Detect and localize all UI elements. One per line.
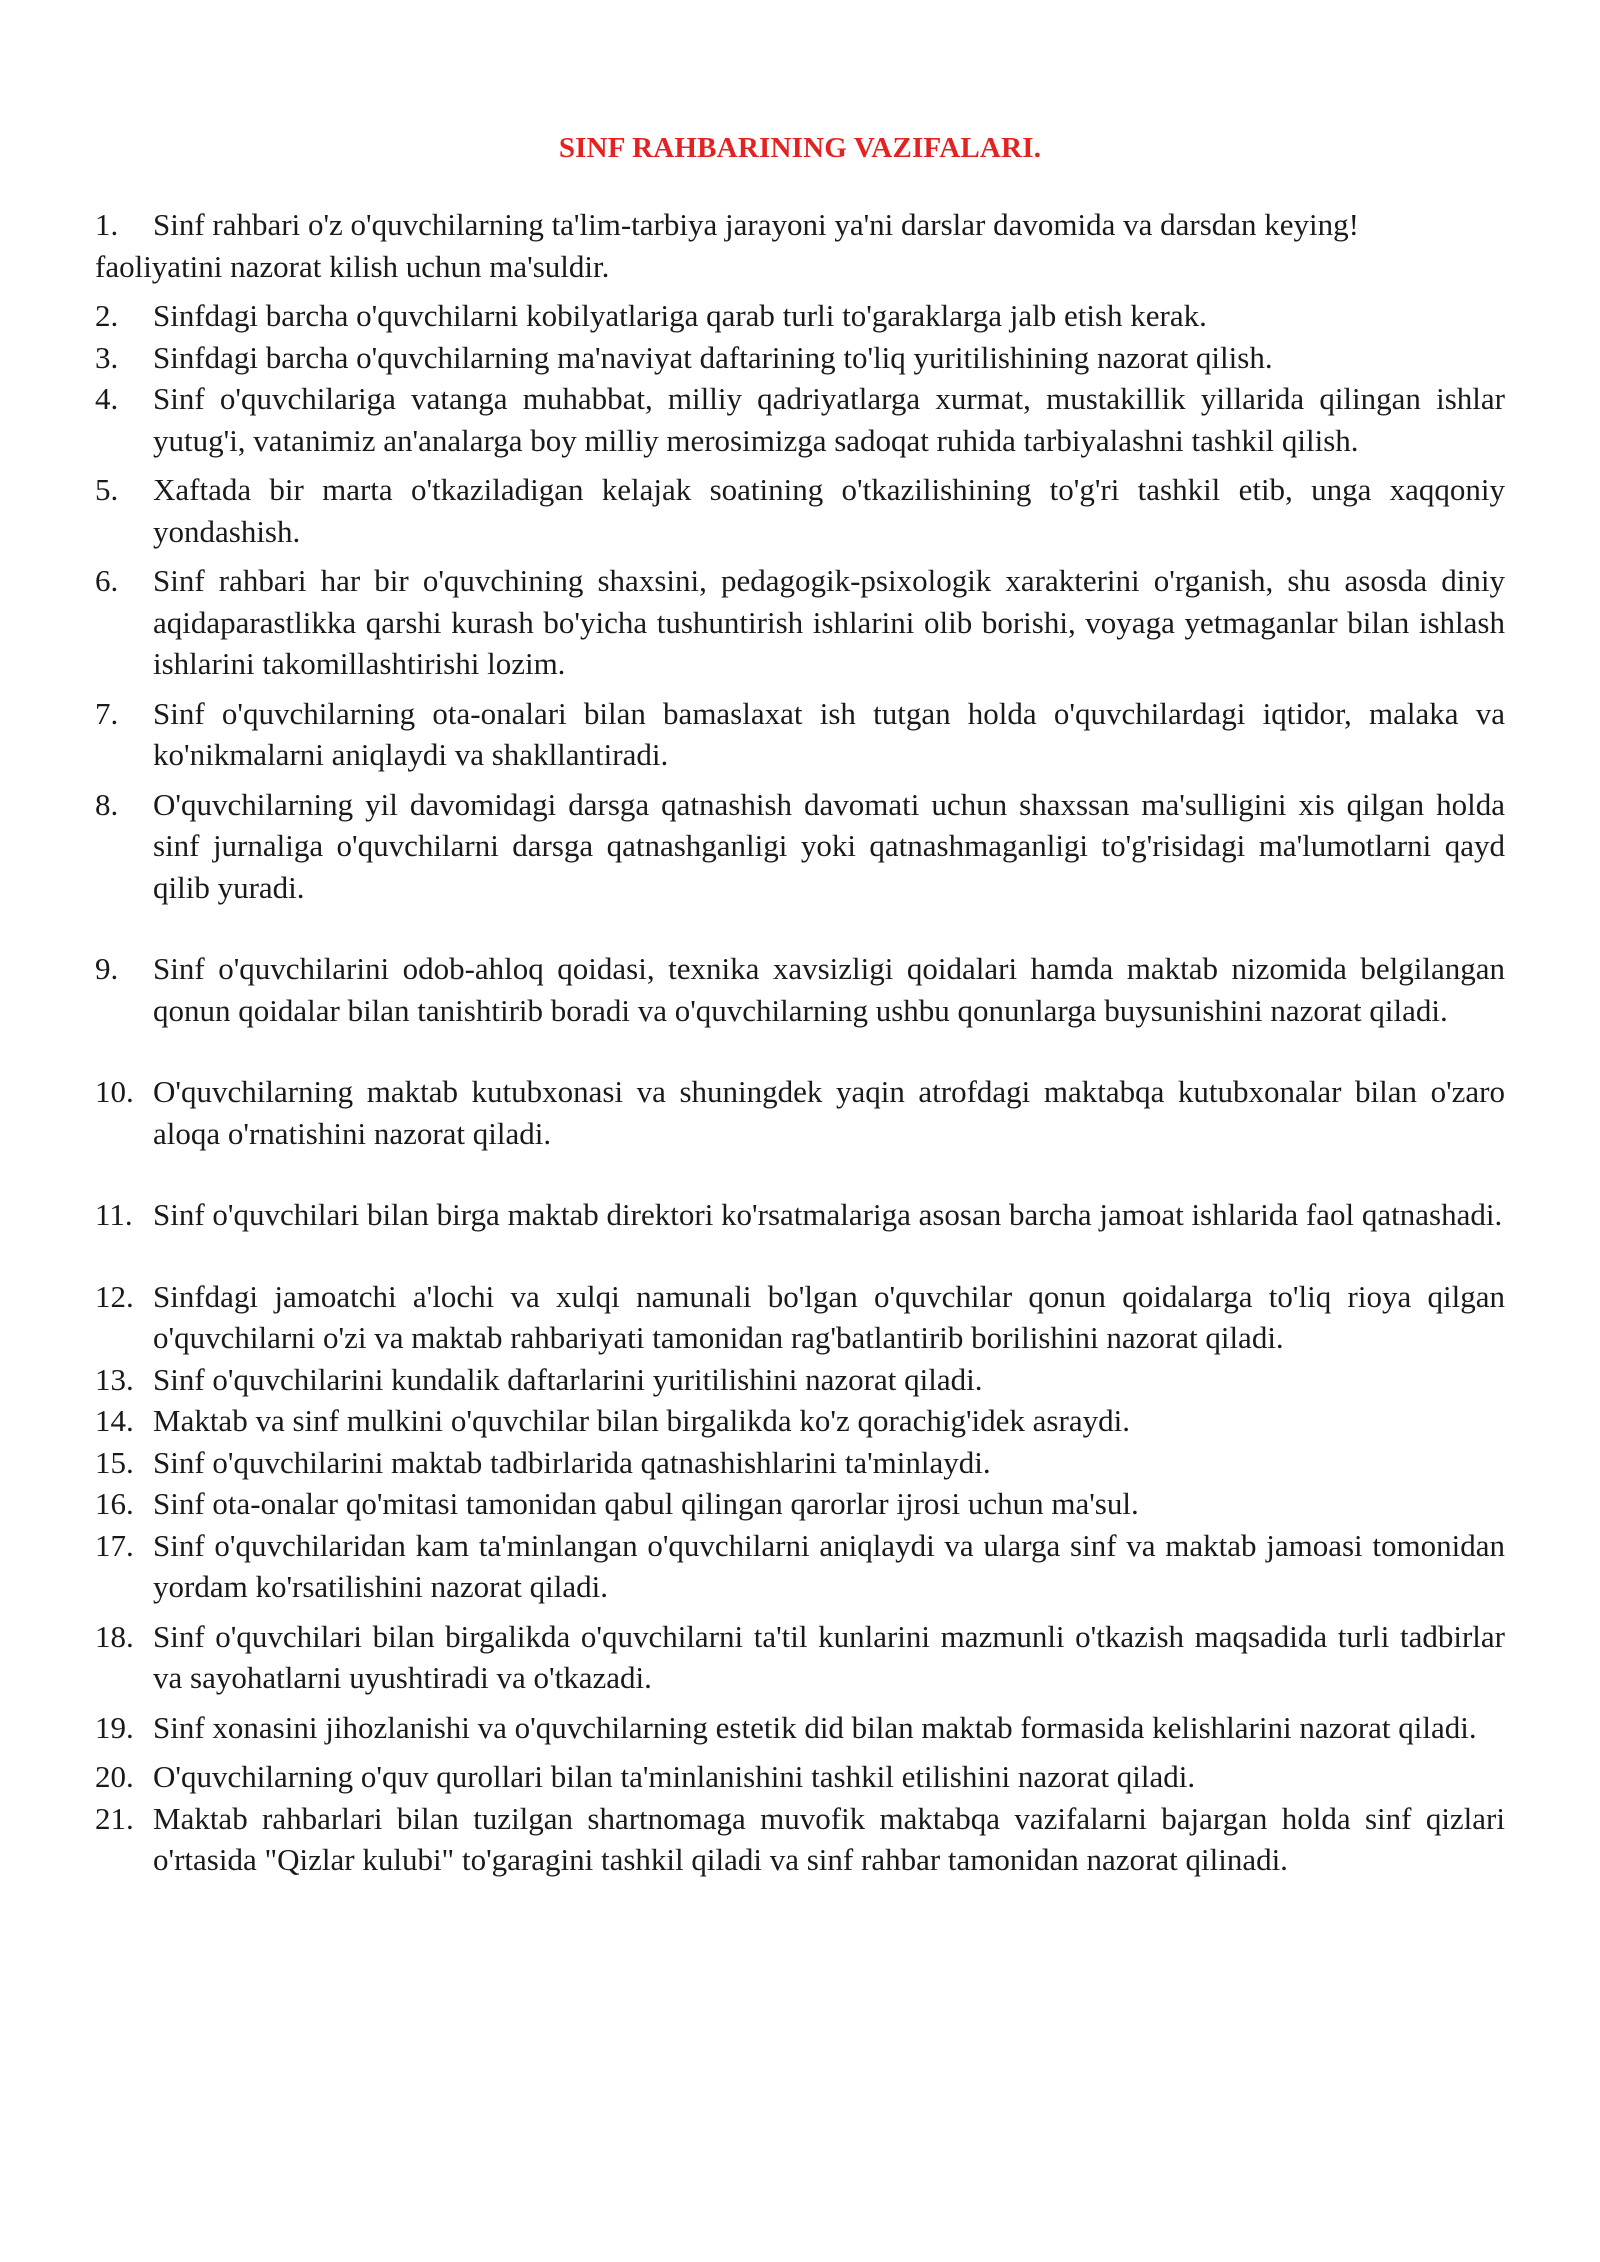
- item-text: Xaftada bir marta o'tkaziladigan kelajak soatining o'tkazilishining to'g'ri tashkil etib, unga xaqqoniy yondashish.: [153, 472, 1505, 549]
- item-number: 12.: [95, 1278, 134, 1314]
- list-item-12: [95, 1276, 1505, 1359]
- list-item-4: [95, 378, 1505, 461]
- list-item-7: [95, 693, 1505, 776]
- item-text: Maktab va sinf mulkini o'quvchilar bilan birgalikda ko'z qorachig'idek asraydi.: [153, 1403, 1130, 1438]
- list-item-3: [95, 337, 1505, 379]
- item-text: Sinf o'quvchilari bilan birga maktab direktori ko'rsatmalariga asosan barcha jamoat ishlarida faol qatnashadi.: [153, 1197, 1503, 1232]
- item-text: O'quvchilarning o'quv qurollari bilan ta'minlanishini tashkil etilishini nazorat qiladi.: [153, 1759, 1196, 1794]
- item-number: 8.: [95, 786, 119, 822]
- item-number: 16.: [95, 1486, 134, 1521]
- item-continuation: faoliyatini nazorat kilish uchun ma'suldir.: [95, 248, 610, 284]
- item-number: 20.: [95, 1759, 134, 1794]
- item-text: Sinf o'quvchilarini kundalik daftarlarini yuritilishini nazorat qiladi.: [153, 1361, 983, 1397]
- item-number: 15.: [95, 1444, 134, 1480]
- item-text: O'quvchilarning maktab kutubxonasi va shuningdek yaqin atrofdagi maktabqa kutubxonalar bilan o'zaro aloqa o'rnatishini nazorat qiladi.: [153, 1074, 1505, 1151]
- list-item-8: [95, 784, 1505, 909]
- list-item-15: [95, 1442, 1505, 1484]
- item-text: Sinfdagi jamoatchi a'lochi va xulqi namunali bo'lgan o'quvchilar qonun qoidalarga to'liq rioya qilgan o'quvchilarni o'zi va maktab rahbariyati tamonidan rag'batlantirib borilishini nazorat qiladi.: [153, 1278, 1505, 1355]
- item-number: 14.: [95, 1403, 134, 1438]
- item-text: Sinf o'quvchilaridan kam ta'minlangan o'quvchilarni aniqlaydi va ularga sinf va maktab jamoasi tomonidan yordam ko'rsatilishini nazorat qiladi.: [153, 1527, 1505, 1604]
- item-text: Sinf rahbari har bir o'quvchining shaxsini, pedagogik-psixologik xarakterini o'rganish, shu asosda diniy aqidaparastlikka qarshi kurash bo'yicha tushuntirish ishlarini olib borishi, voyaga yetmaganlar bilan ishlash ishlarini takomillashtirishi lozim.: [153, 563, 1505, 681]
- item-number: 5.: [95, 472, 119, 507]
- item-number: 6.: [95, 563, 119, 598]
- item-text: Sinf o'quvchilarini maktab tadbirlarida qatnashishlarini ta'minlaydi.: [153, 1444, 991, 1480]
- item-text: Sinfdagi barcha o'quvchilarning ma'naviyat daftarining to'liq yuritilishining nazorat qilish.: [153, 339, 1273, 375]
- item-text: Sinfdagi barcha o'quvchilarni kobilyatlariga qarab turli to'garaklarga jalb etish kerak.: [153, 298, 1207, 333]
- item-text: Sinf o'quvchilari bilan birgalikda o'quvchilarni ta'til kunlarini mazmunli o'tkazish maqsadida turli tadbirlar va sayohatlarni uyushtiradi va o'tkazadi.: [153, 1618, 1505, 1695]
- list-item-2: [95, 295, 1505, 337]
- item-text: Sinf o'quvchilarning ota-onalari bilan bamaslaxat ish tutgan holda o'quvchilardagi iqtidor, malaka va ko'nikmalarni aniqlaydi va shakllantiradi.: [153, 695, 1505, 772]
- item-text: Sinf xonasini jihozlanishi va o'quvchilarning estetik did bilan maktab formasida kelishlarini nazorat qiladi.: [153, 1709, 1477, 1745]
- item-number: 10.: [95, 1074, 134, 1109]
- duties-list: [95, 204, 1505, 1881]
- list-item-17: [95, 1525, 1505, 1608]
- list-item-11: [95, 1194, 1505, 1236]
- list-item-20: [95, 1756, 1505, 1798]
- list-item-13: [95, 1359, 1505, 1401]
- item-number: 19.: [95, 1709, 134, 1745]
- list-item-9: [95, 948, 1505, 1031]
- list-item-6: [95, 560, 1505, 685]
- item-text: Maktab rahbarlari bilan tuzilgan shartnomaga muvofik maktabqa vazifalarni bajargan holda sinf qizlari o'rtasida "Qizlar kulubi" to'garagini tashkil qiladi va sinf rahbar tamonidan nazorat qilinadi.: [153, 1800, 1505, 1877]
- item-number: 17.: [95, 1527, 134, 1563]
- item-number: 11.: [95, 1197, 133, 1232]
- list-item-5: [95, 469, 1505, 552]
- item-text: Sinf ota-onalar qo'mitasi tamonidan qabul qilingan qarorlar ijrosi uchun ma'sul.: [153, 1486, 1139, 1521]
- item-number: 18.: [95, 1618, 134, 1654]
- item-text: Sinf o'quvchilarini odob-ahloq qoidasi, texnika xavsizligi qoidalari hamda maktab nizomida belgilangan qonun qoidalar bilan tanishtirib boradi va o'quvchilarning ushbu qonunlarga buysunishini nazorat qiladi.: [153, 951, 1505, 1028]
- list-item-21: [95, 1798, 1505, 1881]
- item-text: Sinf o'quvchilariga vatanga muhabbat, milliy qadriyatlarga xurmat, mustakillik yillarida qilingan ishlar yutug'i, vatanimiz an'analarga boy milliy merosimizga sadoqat ruhida tarbiyalashni tashkil qilish.: [153, 381, 1505, 458]
- item-text: Sinf rahbari o'z o'quvchilarning ta'lim-tarbiya jarayoni ya'ni darslar davomida va darsdan keying!: [153, 207, 1359, 242]
- list-item-18: [95, 1616, 1505, 1699]
- list-item-10: [95, 1071, 1505, 1154]
- list-item-14: [95, 1400, 1505, 1442]
- item-number: 2.: [95, 298, 119, 333]
- item-number: 9.: [95, 951, 119, 986]
- item-number: 3.: [95, 339, 119, 375]
- item-number: 1.: [95, 207, 119, 242]
- list-item-16: [95, 1483, 1505, 1525]
- item-number: 13.: [95, 1361, 134, 1397]
- item-number: 7.: [95, 695, 119, 731]
- item-number: 4.: [95, 381, 119, 416]
- list-item-1: [95, 204, 1505, 287]
- item-text: O'quvchilarning yil davomidagi darsga qatnashish davomati uchun shaxssan ma'sulligini xis qilgan holda sinf jurnaliga o'quvchilarni darsga qatnashganligi yoki qatnashmaganligi to'g'risidagi ma'lumotlarni qayd qilib yuradi.: [153, 786, 1505, 905]
- list-item-19: [95, 1707, 1505, 1749]
- item-number: 21.: [95, 1800, 134, 1836]
- document-title: SINF RAHBARINING VAZIFALARI.: [558, 132, 1042, 164]
